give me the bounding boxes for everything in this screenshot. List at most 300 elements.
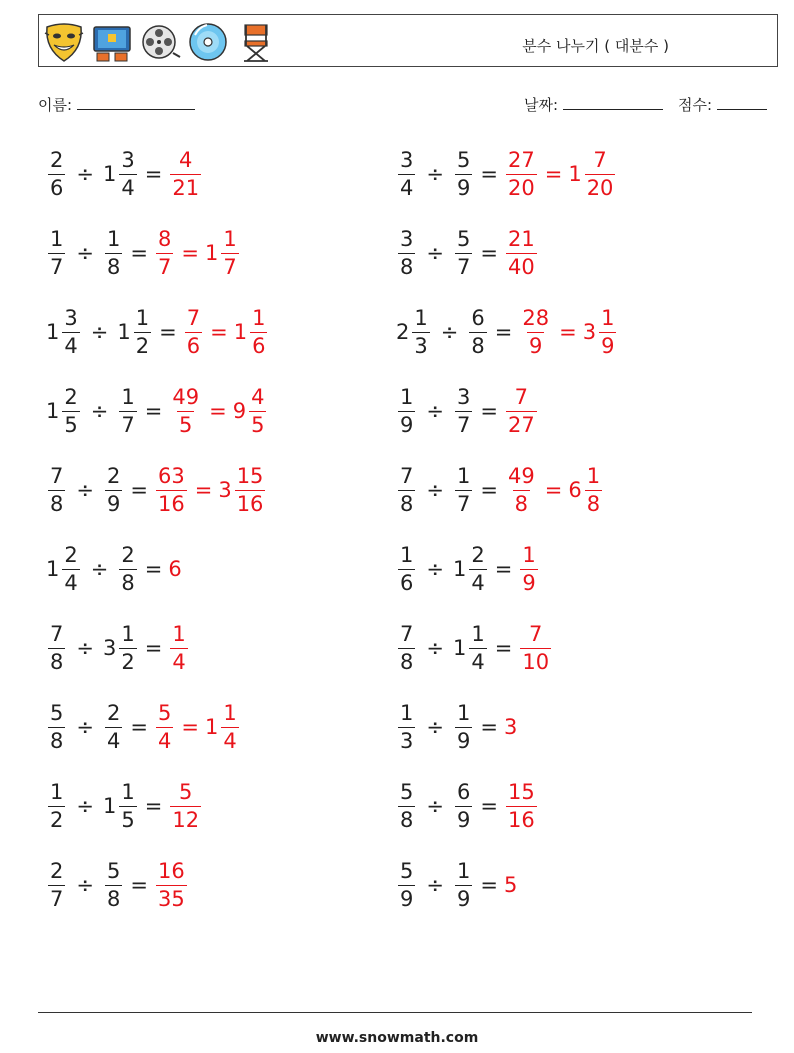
- divisor: [453, 384, 474, 437]
- numerator: 15: [507, 779, 535, 804]
- numerator: 5: [400, 779, 414, 804]
- score-label: 점수:: [678, 96, 713, 114]
- footer-url: www.snowmath.com: [315, 1030, 479, 1046]
- dividend: [396, 858, 417, 911]
- score-field[interactable]: [678, 94, 767, 115]
- answer-fraction: [154, 463, 189, 516]
- numerator: 3: [121, 147, 135, 172]
- whole-number: 1: [452, 557, 467, 581]
- answer-mixed-number: [582, 305, 619, 358]
- divisor: [452, 621, 489, 674]
- divide-sign: ÷: [76, 162, 94, 186]
- fraction: [520, 305, 551, 358]
- fraction: [185, 305, 202, 358]
- divide-sign: ÷: [76, 873, 94, 897]
- divisor: [102, 779, 139, 832]
- footer-divider: [38, 1012, 752, 1013]
- numerator: 4: [179, 147, 193, 172]
- answer: [183, 305, 270, 358]
- answer-fraction: [168, 779, 203, 832]
- denominator: 4: [471, 570, 485, 595]
- problem-item: [396, 853, 517, 917]
- divide-sign: ÷: [426, 478, 444, 502]
- divisor: [453, 463, 474, 516]
- whole-number: 1: [233, 320, 248, 344]
- answer-mixed-number: [204, 226, 241, 279]
- denominator: 2: [121, 649, 135, 674]
- problem-item: [396, 695, 517, 759]
- whole-number: 1: [204, 715, 219, 739]
- answer: [504, 147, 617, 200]
- fraction: [506, 147, 537, 200]
- equals-sign: =: [480, 794, 498, 818]
- denominator: 7: [121, 412, 135, 437]
- dividend: [46, 700, 67, 753]
- answer: [154, 463, 267, 516]
- divisor: [453, 147, 474, 200]
- numerator: 1: [471, 621, 485, 646]
- denominator: 8: [106, 254, 121, 279]
- answer-fraction: [154, 858, 189, 911]
- numerator: 1: [50, 779, 64, 804]
- denominator: 4: [172, 649, 186, 674]
- numerator: 1: [223, 700, 237, 725]
- fraction: [119, 621, 136, 674]
- answer: [504, 715, 517, 739]
- denominator: 10: [522, 649, 550, 674]
- divide-sign: ÷: [76, 636, 94, 660]
- divide-sign: ÷: [76, 478, 94, 502]
- answer-equals-sign: =: [194, 478, 213, 502]
- divide-sign: ÷: [426, 636, 444, 660]
- dividend: [46, 779, 67, 832]
- problem-item: [396, 142, 617, 206]
- fraction: [48, 858, 65, 911]
- problem-item: [396, 221, 539, 285]
- denominator: 8: [514, 491, 529, 516]
- denominator: 4: [121, 175, 135, 200]
- denominator: 4: [64, 570, 78, 595]
- answer-fraction: [504, 384, 539, 437]
- numerator: 5: [50, 700, 64, 725]
- answer-fraction: [518, 542, 539, 595]
- numerator: 2: [64, 542, 78, 567]
- equals-sign: =: [130, 873, 148, 897]
- whole-number: 3: [218, 478, 232, 502]
- divisor: [453, 858, 474, 911]
- answer-fraction: [168, 621, 189, 674]
- answer: [518, 621, 553, 674]
- date-blank[interactable]: [563, 95, 663, 110]
- fraction: [48, 779, 65, 832]
- problem-item: [396, 458, 604, 522]
- numerator: 1: [106, 226, 121, 251]
- denominator: 40: [507, 254, 535, 279]
- problem-item: [46, 142, 203, 206]
- fraction: [469, 305, 486, 358]
- answer-equals-sign: =: [559, 320, 577, 344]
- denominator: 4: [400, 175, 414, 200]
- divisor: [453, 226, 474, 279]
- fraction: [170, 779, 201, 832]
- fraction: [506, 463, 537, 516]
- dividend: [396, 463, 417, 516]
- fraction: [156, 463, 187, 516]
- equals-sign: =: [144, 557, 163, 581]
- divisor: [103, 858, 124, 911]
- divisor: [117, 384, 138, 437]
- dividend: [396, 305, 432, 358]
- problem-item: [396, 774, 539, 838]
- equals-sign: =: [480, 873, 498, 897]
- numerator: 1: [172, 621, 186, 646]
- divide-sign: ÷: [426, 241, 444, 265]
- denominator: 16: [236, 491, 264, 516]
- answer-mixed-number: [233, 305, 270, 358]
- answer: [504, 463, 604, 516]
- film-reel-icon: [139, 19, 181, 65]
- answer-mixed-number: [204, 700, 241, 753]
- denominator: 3: [414, 333, 428, 358]
- denominator: 8: [50, 491, 64, 516]
- numerator: 2: [64, 384, 78, 409]
- answer-fraction: [154, 700, 175, 753]
- divide-sign: ÷: [90, 557, 109, 581]
- divide-sign: ÷: [90, 399, 109, 423]
- answer-fraction: [504, 463, 539, 516]
- worksheet-title: 분수 나누기 ( 대분수 ): [522, 37, 669, 55]
- fraction: [62, 305, 79, 358]
- problem-item: [46, 300, 269, 364]
- numerator: 5: [157, 700, 172, 725]
- equals-sign: =: [494, 636, 513, 660]
- whole-number: 6: [568, 478, 582, 502]
- dividend: [396, 779, 417, 832]
- numerator: 3: [400, 226, 414, 251]
- denominator: 12: [172, 807, 200, 832]
- worksheet-header: [38, 14, 778, 67]
- fraction: [412, 305, 429, 358]
- numerator: 1: [522, 542, 536, 567]
- dividend: [46, 621, 67, 674]
- fraction: [398, 147, 415, 200]
- problem-item: [46, 458, 267, 522]
- problem-item: [396, 379, 539, 443]
- denominator: 8: [50, 649, 64, 674]
- numerator: 7: [50, 621, 64, 646]
- divisor: [117, 305, 153, 358]
- dividend: [396, 147, 417, 200]
- denominator: 4: [106, 728, 121, 753]
- whole-number: 1: [117, 320, 131, 344]
- answer: [504, 779, 539, 832]
- answer: [504, 873, 517, 897]
- score-blank[interactable]: [717, 95, 767, 110]
- whole-number: 1: [204, 241, 219, 265]
- fraction: [455, 700, 472, 753]
- answer-fraction: [168, 147, 203, 200]
- denominator: 2: [135, 333, 150, 358]
- numerator: 3: [400, 147, 414, 172]
- fraction: [398, 463, 415, 516]
- fraction: [156, 700, 173, 753]
- fraction: [520, 542, 537, 595]
- numerator: 7: [186, 305, 201, 330]
- fraction: [119, 147, 136, 200]
- numerator: 3: [456, 384, 471, 409]
- divisor: [117, 542, 138, 595]
- denominator: 20: [586, 175, 614, 200]
- denominator: 7: [223, 254, 237, 279]
- director-chair-icon: [235, 19, 277, 65]
- answer: [518, 542, 539, 595]
- divisor: [102, 147, 139, 200]
- answer: [504, 384, 539, 437]
- denominator: 4: [223, 728, 237, 753]
- dividend: [396, 542, 417, 595]
- fraction: [170, 621, 187, 674]
- problem-item: [46, 616, 190, 680]
- fraction: [156, 858, 187, 911]
- fraction: [170, 384, 201, 437]
- divide-sign: ÷: [90, 320, 109, 344]
- denominator: 9: [529, 333, 543, 358]
- answer-equals-sign: =: [544, 478, 563, 502]
- problem-item: [46, 221, 241, 285]
- fraction: [48, 147, 65, 200]
- numerator: 28: [522, 305, 550, 330]
- denominator: 5: [179, 412, 193, 437]
- problem-item: [396, 616, 553, 680]
- problem-item: [46, 853, 189, 917]
- numerator: 7: [529, 621, 543, 646]
- denominator: 6: [50, 175, 64, 200]
- numerator: 5: [400, 858, 414, 883]
- date-field[interactable]: [524, 94, 663, 115]
- numerator: 1: [586, 463, 601, 488]
- answer-equals-sign: =: [210, 320, 228, 344]
- dividend: [46, 542, 82, 595]
- fraction: [105, 226, 122, 279]
- denominator: 16: [507, 807, 535, 832]
- numerator: 1: [121, 779, 135, 804]
- denominator: 6: [252, 333, 266, 358]
- numerator: 1: [400, 542, 414, 567]
- denominator: 5: [64, 412, 78, 437]
- answer-mixed-number: [568, 463, 604, 516]
- fraction: [455, 147, 472, 200]
- denominator: 9: [522, 570, 536, 595]
- denominator: 8: [400, 254, 414, 279]
- numerator: 6: [456, 779, 471, 804]
- denominator: 4: [64, 333, 78, 358]
- whole-number: 9: [232, 399, 247, 423]
- fraction: [455, 463, 472, 516]
- fraction: [105, 700, 122, 753]
- numerator: 1: [135, 305, 150, 330]
- date-label: 날짜:: [524, 96, 559, 114]
- numerator: 7: [400, 463, 414, 488]
- fraction: [398, 700, 415, 753]
- divide-sign: ÷: [76, 241, 94, 265]
- numerator: 2: [471, 542, 485, 567]
- answer-fraction: [154, 226, 175, 279]
- answer: [504, 226, 539, 279]
- divisor: [103, 700, 124, 753]
- whole-number: 1: [46, 557, 60, 581]
- fraction: [455, 384, 472, 437]
- denominator: 7: [50, 886, 64, 911]
- denominator: 9: [456, 807, 471, 832]
- denominator: 5: [251, 412, 265, 437]
- denominator: 9: [456, 728, 471, 753]
- denominator: 8: [400, 807, 414, 832]
- denominator: 8: [400, 649, 414, 674]
- numerator: 1: [400, 384, 414, 409]
- numerator: 49: [507, 463, 535, 488]
- denominator: 8: [121, 570, 135, 595]
- problem-item: [46, 774, 203, 838]
- fraction: [455, 858, 472, 911]
- answer: [518, 305, 618, 358]
- fraction: [48, 700, 65, 753]
- fraction: [48, 621, 65, 674]
- denominator: 6: [400, 570, 414, 595]
- fraction: [105, 858, 122, 911]
- denominator: 5: [121, 807, 135, 832]
- fraction: [506, 384, 537, 437]
- numerator: 63: [157, 463, 185, 488]
- answer-whole: 3: [503, 715, 518, 739]
- denominator: 8: [400, 491, 414, 516]
- denominator: 3: [400, 728, 414, 753]
- answer: [154, 226, 241, 279]
- answer: [168, 779, 203, 832]
- fraction: [170, 147, 201, 200]
- numerator: 15: [236, 463, 264, 488]
- whole-number: 1: [568, 162, 582, 186]
- numerator: 1: [456, 858, 471, 883]
- dividend: [46, 858, 67, 911]
- name-blank[interactable]: [77, 95, 195, 110]
- divisor: [102, 621, 139, 674]
- header-icons: [43, 19, 277, 65]
- fraction: [235, 463, 266, 516]
- fraction: [398, 621, 415, 674]
- numerator: 27: [507, 147, 535, 172]
- answer-mixed-number: [232, 384, 269, 437]
- fraction: [506, 226, 537, 279]
- equals-sign: =: [130, 715, 148, 739]
- divisor: [452, 542, 489, 595]
- denominator: 9: [456, 886, 471, 911]
- divisor: [453, 700, 474, 753]
- numerator: 49: [172, 384, 200, 409]
- divide-sign: ÷: [426, 873, 444, 897]
- problem-item: [396, 300, 618, 364]
- numerator: 1: [456, 463, 471, 488]
- numerator: 1: [414, 305, 428, 330]
- fraction: [221, 700, 238, 753]
- whole-number: 1: [102, 162, 117, 186]
- dividend: [46, 463, 67, 516]
- numerator: 1: [223, 226, 237, 251]
- numerator: 7: [593, 147, 607, 172]
- fraction: [469, 542, 486, 595]
- problem-item: [46, 537, 182, 601]
- answer: [168, 557, 181, 581]
- equals-sign: =: [480, 241, 498, 265]
- answer-mixed-number: [218, 463, 267, 516]
- numerator: 7: [50, 463, 64, 488]
- equals-sign: =: [480, 399, 498, 423]
- numerator: 5: [456, 147, 471, 172]
- divide-sign: ÷: [426, 399, 444, 423]
- denominator: 7: [456, 491, 471, 516]
- answer-fraction: [518, 305, 553, 358]
- numerator: 1: [601, 305, 615, 330]
- whole-number: 1: [452, 636, 467, 660]
- name-label: 이름:: [38, 96, 73, 114]
- fraction: [48, 463, 65, 516]
- numerator: 5: [179, 779, 193, 804]
- divisor: [103, 226, 124, 279]
- fraction: [134, 305, 151, 358]
- denominator: 7: [456, 254, 471, 279]
- numerator: 2: [106, 463, 121, 488]
- dividend: [46, 147, 67, 200]
- dividend: [396, 226, 417, 279]
- denominator: 8: [586, 491, 601, 516]
- fraction: [455, 226, 472, 279]
- numerator: 3: [64, 305, 78, 330]
- whole-number: 2: [396, 320, 410, 344]
- dividend: [46, 305, 82, 358]
- numerator: 5: [456, 226, 471, 251]
- equals-sign: =: [480, 162, 498, 186]
- name-field[interactable]: [38, 94, 195, 115]
- answer: [168, 384, 268, 437]
- numerator: 1: [121, 621, 135, 646]
- denominator: 7: [456, 412, 471, 437]
- numerator: 2: [50, 147, 64, 172]
- whole-number: 1: [46, 320, 60, 344]
- divide-sign: ÷: [426, 715, 444, 739]
- equals-sign: =: [494, 320, 513, 344]
- numerator: 8: [157, 226, 172, 251]
- equals-sign: =: [159, 320, 177, 344]
- denominator: 4: [157, 728, 172, 753]
- equals-sign: =: [480, 715, 498, 739]
- fraction: [156, 226, 173, 279]
- fraction: [398, 542, 415, 595]
- answer-equals-sign: =: [209, 399, 227, 423]
- denominator: 9: [601, 333, 615, 358]
- fraction: [119, 542, 136, 595]
- fraction: [119, 384, 136, 437]
- equals-sign: =: [144, 399, 163, 423]
- answer-fraction: [504, 147, 539, 200]
- dividend: [396, 700, 417, 753]
- denominator: 9: [400, 412, 414, 437]
- equals-sign: =: [494, 557, 513, 581]
- answer-equals-sign: =: [181, 241, 199, 265]
- answer-equals-sign: =: [181, 715, 199, 739]
- denominator: 9: [400, 886, 414, 911]
- whole-number: 3: [582, 320, 597, 344]
- numerator: 5: [106, 858, 121, 883]
- denominator: 7: [50, 254, 64, 279]
